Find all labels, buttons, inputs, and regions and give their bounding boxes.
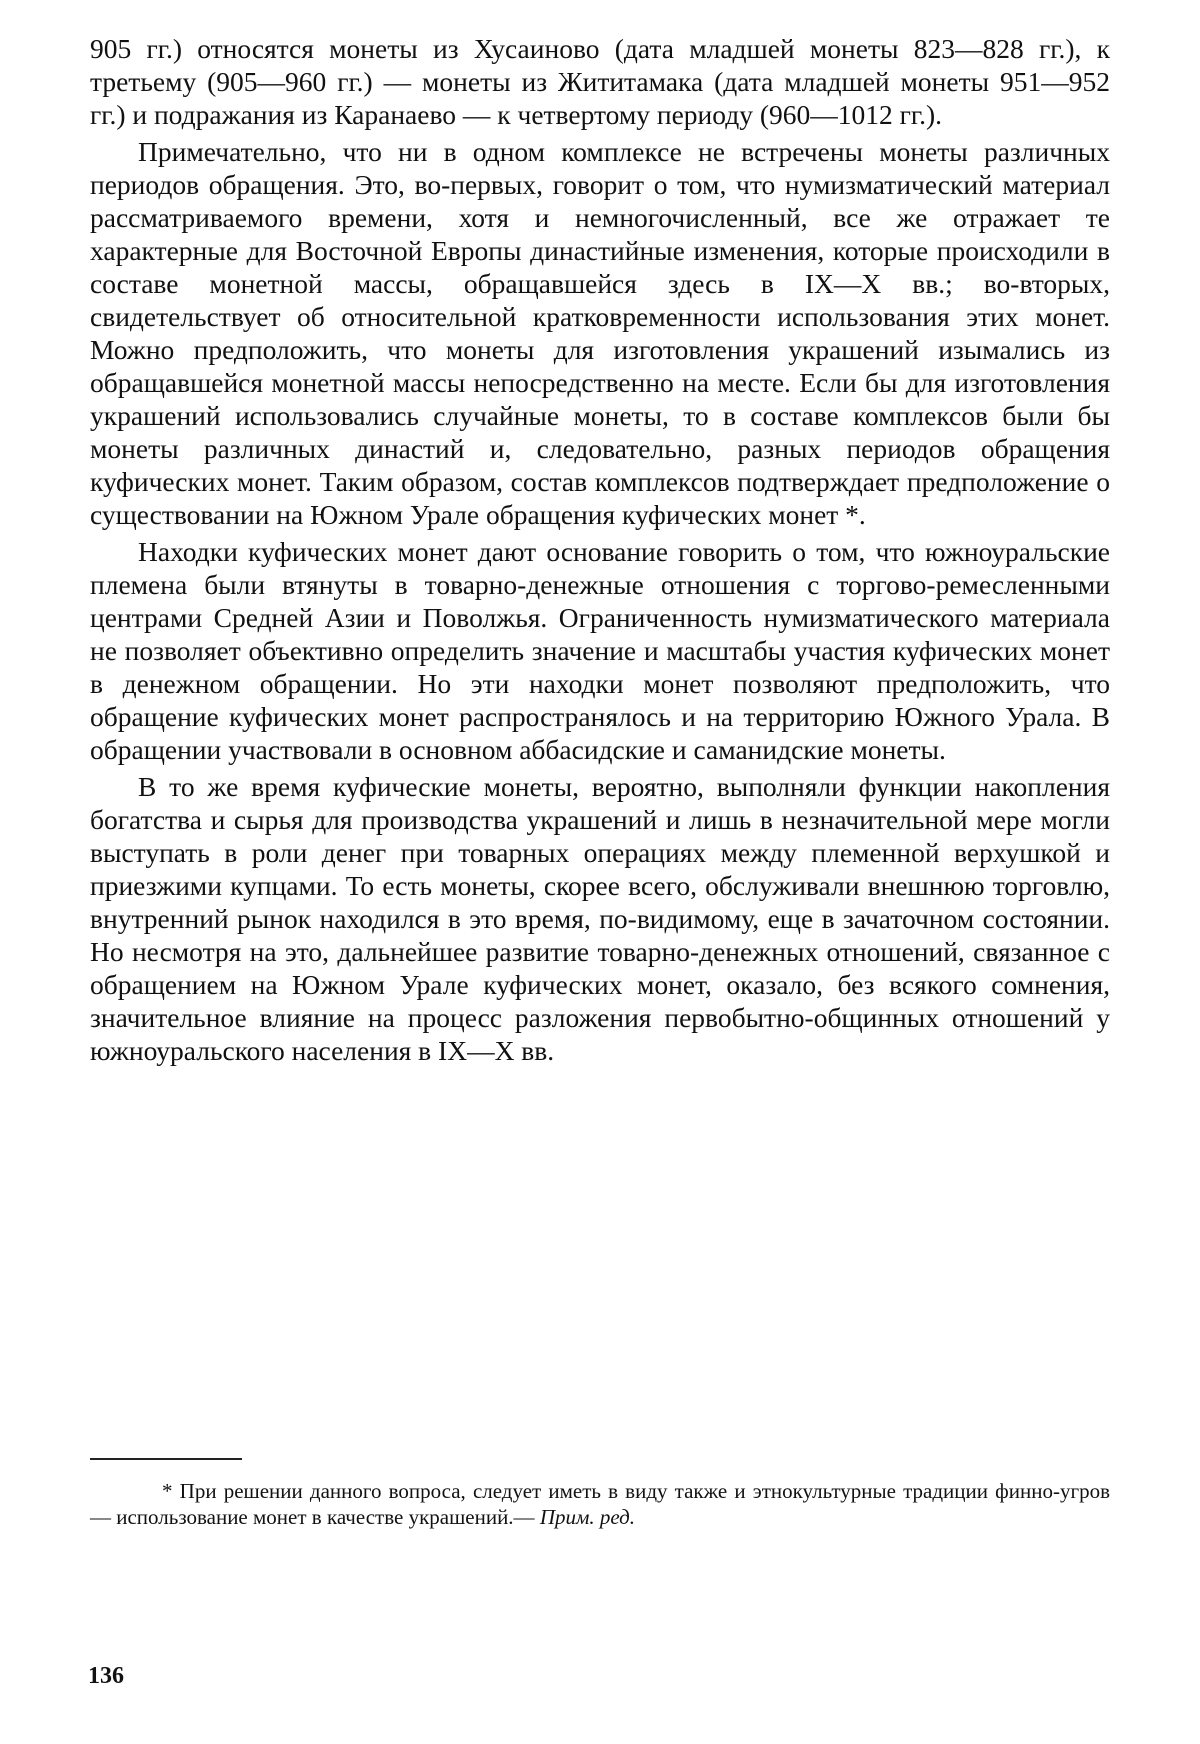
page-number: 136	[88, 1663, 124, 1689]
paragraph-functions: В то же время куфические монеты, вероятно, выполняли функции накопления богатства и сырья для производства украшений и лишь в незначительной мере могли выступать в роли денег при товарных операциях между племенной верхушкой и приезжими купцами. То есть монеты, скорее всего, обслуживали внешнюю торговлю, внутренний рынок находился в это время, по-видимому, еще в зачаточном состоянии. Но несмотря на это, дальнейшее развитие товарно-денежных отношений, связанное с обращением на Южном Урале куфических монет, оказало, без всякого сомнения, значительное влияние на процесс разложения первобытно-общинных отношений у южноуральского населения в IX—X вв.	[90, 771, 1110, 1066]
paragraph-monetary-periods: Примечательно, что ни в одном комплексе не встречены монеты различных периодов обращения. Это, во-первых, говорит о том, что нумизматический материал рассматриваемого времени, хотя и немногочисленный, все же отражает те характерные для Восточной Европы династийные изменения, которые происходили в составе монетной массы, обращавшейся здесь в IX—X вв.; во-вторых, свидетельствует об относительной кратковременности использования этих монет. Можно предположить, что монеты для изготовления украшений изымались из обращавшейся монетной массы непосредственно на месте. Если бы для изготовления украшений использовались случайные монеты, то в составе комплексов были бы монеты различных династий и, следовательно, разных периодов обращения куфических монет. Таким образом, состав комплексов подтверждает предположение о существовании на Южном Урале обращения куфических монет *.	[90, 136, 1110, 530]
footnote-divider	[90, 1458, 242, 1460]
main-text	[90, 32, 1110, 1067]
paragraph-kufic-finds: Находки куфических монет дают основание говорить о том, что южноуральские племена были втянуты в товарно-денежные отношения с торгово-ремесленными центрами Средней Азии и Поволжья. Ограниченность нумизматического материала не позволяет объективно определить значение и масштабы участия куфических монет в денежном обращении. Но эти находки монет позволяют предположить, что обращение куфических монет распространялось и на территорию Южного Урала. В обращении участвовали в основном аббасидские и саманидские монеты.	[90, 536, 1110, 765]
footnote	[90, 1478, 1110, 1530]
footnote-text: * При решении данного вопроса, следует иметь в виду также и этнокультурные традиции финно-угров — использование монет в качестве украшений.—	[90, 1479, 1110, 1529]
footnote-editor-note: Прим. ред.	[539, 1505, 636, 1529]
paragraph-continued: 905 гг.) относятся монеты из Хусаиново (дата младшей монеты 823—828 гг.), к третьему (905—960 гг.) — монеты из Жититамака (дата младшей монеты 951—952 гг.) и подражания из Каранаево — к четвертому периоду (960—1012 гг.).	[90, 33, 1110, 130]
